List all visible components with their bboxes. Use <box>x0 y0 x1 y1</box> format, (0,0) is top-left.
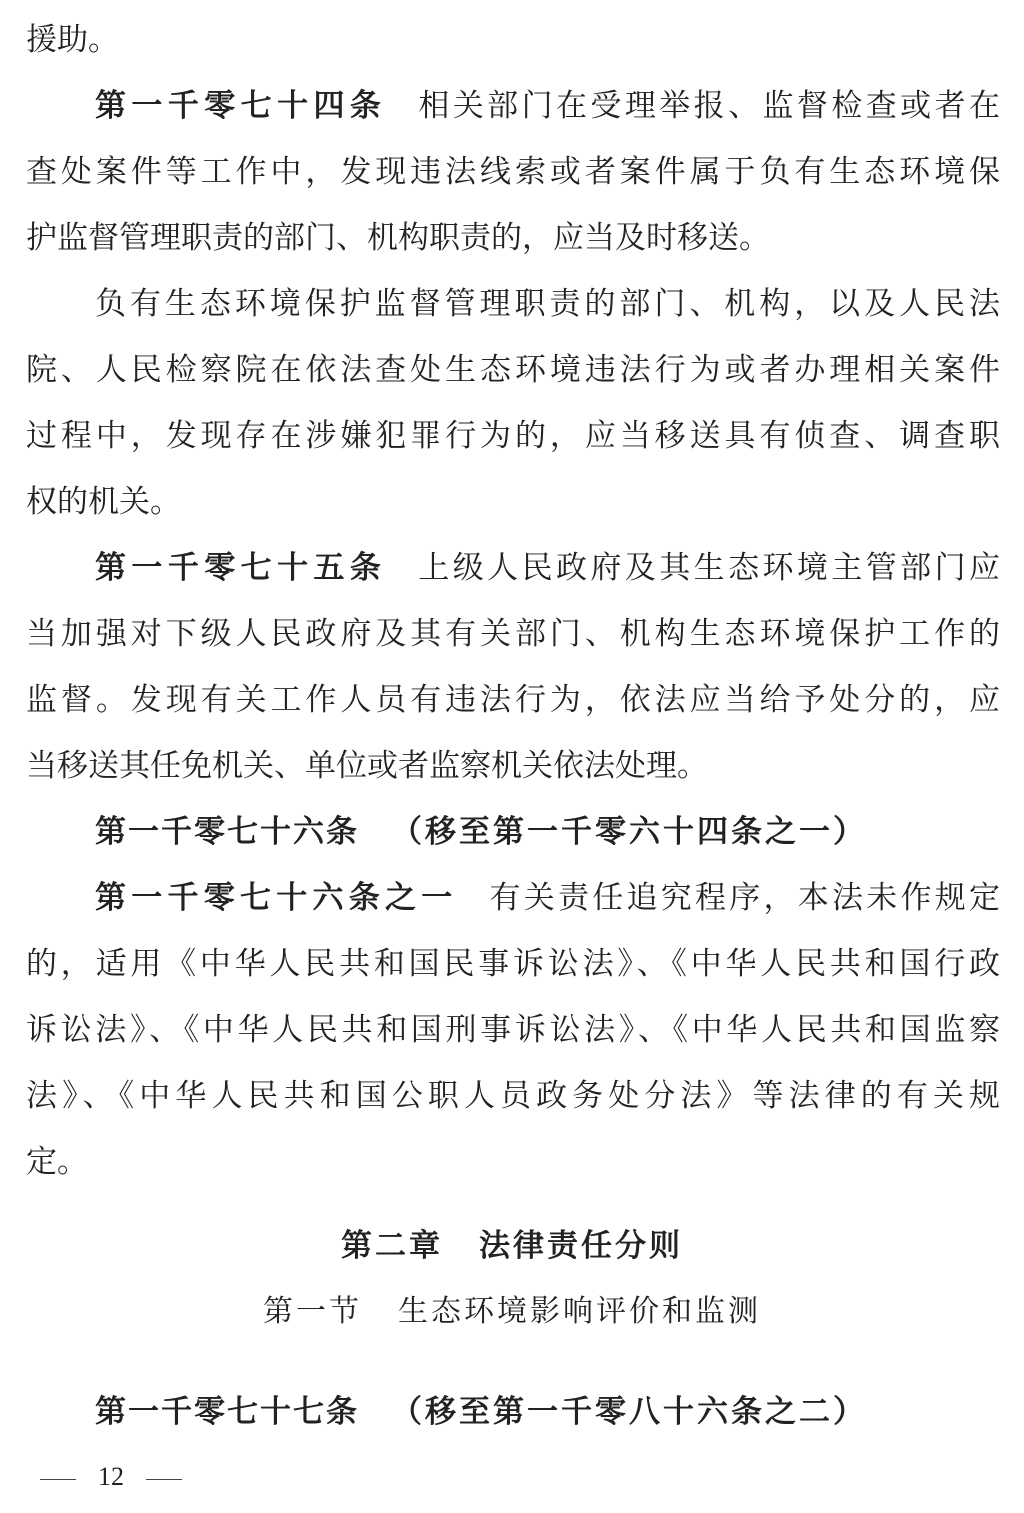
article-number: 第一千零七十六条 <box>95 814 359 850</box>
paragraph-line: 查处案件等工作中，发现违法线索或者案件属于负有生态环境保 <box>26 154 1000 190</box>
paragraph-line: 定。 <box>26 1144 88 1180</box>
page-number: 12 <box>98 1462 124 1491</box>
article-number: 第一千零七十五条 <box>95 550 387 586</box>
chapter-number: 第二章 <box>341 1228 443 1264</box>
article-number: 第一千零七十七条 <box>95 1394 359 1430</box>
article-1076-line <box>95 812 1000 852</box>
dash-right <box>146 1479 182 1480</box>
paragraph-line: 负有生态环境保护监督管理职责的部门、机构，以及人民法 <box>95 286 1000 322</box>
article-1074-line <box>95 86 1000 126</box>
chapter-title: 法律责任分则 <box>479 1228 683 1264</box>
paragraph-line: 当移送其任免机关、单位或者监察机关依法处理。 <box>26 748 708 784</box>
section-title: 生态环境影响评价和监测 <box>398 1294 761 1329</box>
paragraph-line: 院、人民检察院在依法查处生态环境违法行为或者办理相关案件 <box>26 352 1000 388</box>
article-number: 第一千零七十四条 <box>95 88 387 124</box>
paragraph-line: 护监督管理职责的部门、机构职责的，应当及时移送。 <box>26 220 770 256</box>
dash-left <box>40 1479 76 1480</box>
article-note: （移至第一千零六十四条之一） <box>391 814 867 850</box>
chapter-heading <box>0 1226 1024 1266</box>
article-1077-line <box>95 1392 1000 1432</box>
paragraph-line: 过程中，发现存在涉嫌犯罪行为的，应当移送具有侦查、调查职 <box>26 418 1000 454</box>
paragraph-line: 法》、《中华人民共和国公职人员政务处分法》等法律的有关规 <box>26 1078 1000 1114</box>
section-heading <box>0 1292 1024 1332</box>
paragraph-line: 当加强对下级人民政府及其有关部门、机构生态环境保护工作的 <box>26 616 1000 652</box>
article-text: 上级人民政府及其生态环境主管部门应 <box>418 550 1001 586</box>
article-note: （移至第一千零八十六条之二） <box>391 1394 867 1430</box>
paragraph-line: 权的机关。 <box>26 484 181 520</box>
article-1076-1-line <box>95 878 1000 918</box>
page-number-footer <box>40 1460 182 1494</box>
article-1075-line <box>95 548 1000 588</box>
paragraph-line: 的，适用《中华人民共和国民事诉讼法》、《中华人民共和国行政 <box>26 946 1000 982</box>
section-number: 第一节 <box>263 1294 362 1329</box>
article-text: 相关部门在受理举报、监督检查或者在 <box>418 88 1001 124</box>
paragraph-line: 监督。发现有关工作人员有违法行为，依法应当给予处分的，应 <box>26 682 1000 718</box>
article-number: 第一千零七十六条之一 <box>95 880 458 916</box>
paragraph-line: 援助。 <box>26 22 119 58</box>
paragraph-line: 诉讼法》、《中华人民共和国刑事诉讼法》、《中华人民共和国监察 <box>26 1012 1000 1048</box>
article-text: 有关责任追究程序，本法未作规定 <box>489 880 1000 916</box>
